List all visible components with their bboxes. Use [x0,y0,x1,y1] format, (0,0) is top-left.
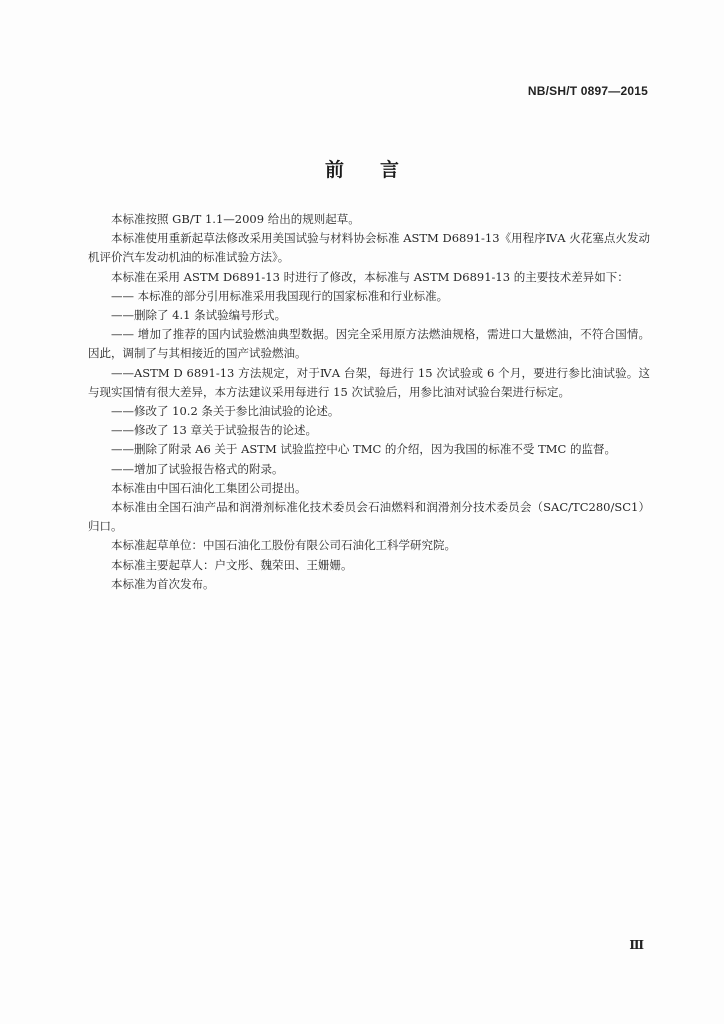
paragraph: —— 增加了推荐的国内试验燃油典型数据。因完全采用原方法燃油规格，需进口大量燃油，不符合国情。因此，调制了与其相接近的国产试验燃油。 [88,327,650,361]
page-number: Ⅲ [629,938,644,952]
standard-number: NB/SH/T 0897—2015 [527,84,648,98]
paragraph: ——ASTM D 6891-13 方法规定，对于ⅣA 台架，每进行 15 次试验或 6 个月，要进行参比油试验。这与现实国情有很大差异，本方法建议采用每进行 15 次试验后，用参比油对试验台架进行标定。 [88,365,650,399]
paragraph: ——删除了 4.1 条试验编号形式。 [111,308,287,323]
paragraph: ——增加了试验报告格式的附录。 [111,461,284,476]
foreword-body [88,210,650,594]
paragraph: 本标准由中国石油化工集团公司提出。 [111,480,307,495]
paragraph: 本标准为首次发布。 [111,576,215,591]
paragraph: 本标准在采用 ASTM D6891-13 时进行了修改，本标准与 ASTM D6891-13 的主要技术差异如下： [111,269,629,284]
paragraph: 本标准使用重新起草法修改采用美国试验与材料协会标准 ASTM D6891-13《用程序ⅣA 火花塞点火发动机评价汽车发动机油的标准试验方法》。 [88,231,650,265]
paragraph: —— 本标准的部分引用标准采用我国现行的国家标准和行业标准。 [111,288,449,303]
paragraph: 本标准起草单位：中国石油化工股份有限公司石油化工科学研究院。 [111,538,456,553]
paragraph: 本标准由全国石油产品和润滑剂标准化技术委员会石油燃料和润滑剂分技术委员会（SAC/TC280/SC1）归口。 [88,500,650,534]
paragraph: 本标准按照 GB/T 1.1—2009 给出的规则起草。 [111,212,360,226]
page-title: 前言 [324,159,435,181]
paragraph: ——修改了 13 章关于试验报告的论述。 [111,423,317,438]
paragraph: 本标准主要起草人：户文彤、魏荣田、王姗姗。 [111,557,353,572]
paragraph: ——删除了附录 A6 关于 ASTM 试验监控中心 TMC 的介绍，因为我国的标准不受 TMC 的监督。 [111,442,616,457]
paragraph: ——修改了 10.2 条关于参比油试验的论述。 [111,404,340,419]
